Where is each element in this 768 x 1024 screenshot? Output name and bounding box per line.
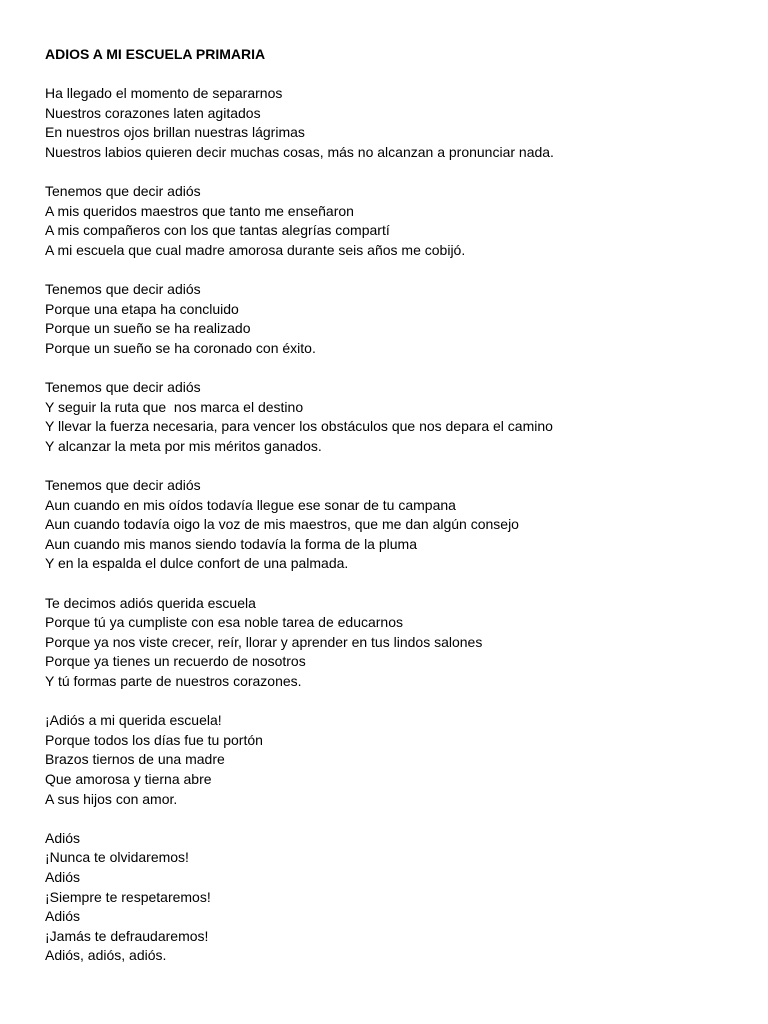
poem-line: A mi escuela que cual madre amorosa durante seis años me cobijó. (45, 241, 466, 258)
poem-line: Tenemos que decir adiós (45, 477, 201, 494)
poem-line: Tenemos que decir adiós (45, 281, 201, 298)
poem-line: ¡Jamás te defraudaremos! (45, 927, 209, 944)
stanza (45, 476, 745, 574)
poem-line: ¡Siempre te respetaremos! (45, 888, 211, 905)
poem-line: Porque tú ya cumpliste con esa noble tarea de educarnos (45, 614, 404, 631)
stanza (45, 378, 745, 456)
poem-line: ¡Adiós a mi querida escuela! (45, 712, 222, 729)
poem-line: Adiós (45, 908, 81, 925)
poem-title: ADIOS A MI ESCUELA PRIMARIA (45, 46, 266, 62)
stanza (45, 84, 745, 162)
stanza (45, 711, 745, 809)
poem-line: Nuestros labios quieren decir muchas cosas, más no alcanzan a pronunciar nada. (45, 143, 554, 160)
poem-line: A mis compañeros con los que tantas alegrías compartí (45, 222, 390, 239)
poem-line: Y tú formas parte de nuestros corazones. (45, 673, 302, 689)
poem-line: Que amorosa y tierna abre (45, 770, 212, 787)
poem-line: Porque un sueño se ha coronado con éxito. (45, 339, 316, 356)
poem-line: Tenemos que decir adiós (45, 379, 201, 396)
poem-line: Brazos tiernos de una madre (45, 751, 225, 768)
poem-line: Te decimos adiós querida escuela (45, 594, 256, 611)
poem-line: Porque todos los días fue tu portón (45, 731, 263, 748)
poem-line: A mis queridos maestros que tanto me enseñaron (45, 202, 354, 219)
poem-line: Nuestros corazones laten agitados (45, 104, 261, 121)
poem-line: Porque un sueño se ha realizado (45, 320, 251, 337)
poem-line: Ha llegado el momento de separarnos (45, 85, 283, 102)
poem-line: A sus hijos con amor. (45, 790, 178, 807)
poem-line: Aun cuando en mis oídos todavía llegue ese sonar de tu campana (45, 496, 456, 513)
poem-line: Porque una etapa ha concluido (45, 300, 239, 317)
poem-line: Porque ya tienes un recuerdo de nosotros (45, 653, 306, 670)
poem-line: Y en la espalda el dulce confort de una palmada. (45, 555, 349, 572)
poem-line: Aun cuando todavía oigo la voz de mis maestros, que me dan algún consejo (45, 516, 519, 533)
stanza (45, 829, 745, 966)
poem-line: Y llevar la fuerza necesaria, para vencer los obstáculos que nos depara el camino (45, 418, 553, 435)
poem-line: Porque ya nos viste crecer, reír, llorar y aprender en tus lindos salones (45, 633, 483, 650)
poem-line: Y seguir la ruta que nos marca el destino (45, 398, 304, 415)
poem-line: ¡Nunca te olvidaremos! (45, 849, 189, 866)
stanza (45, 594, 745, 692)
poem-line: Y alcanzar la meta por mis méritos ganados. (45, 437, 322, 454)
poem-line: En nuestros ojos brillan nuestras lágrimas (45, 124, 305, 141)
poem-line: Tenemos que decir adiós (45, 183, 201, 200)
stanza (45, 182, 745, 260)
poem-line: Adiós (45, 868, 81, 885)
poem-line: Aun cuando mis manos siendo todavía la forma de la pluma (45, 535, 417, 552)
poem-body (45, 45, 745, 986)
stanza (45, 280, 745, 358)
poem-line: Adiós (45, 829, 81, 846)
poem-line: Adiós, adiós, adiós. (45, 947, 167, 964)
